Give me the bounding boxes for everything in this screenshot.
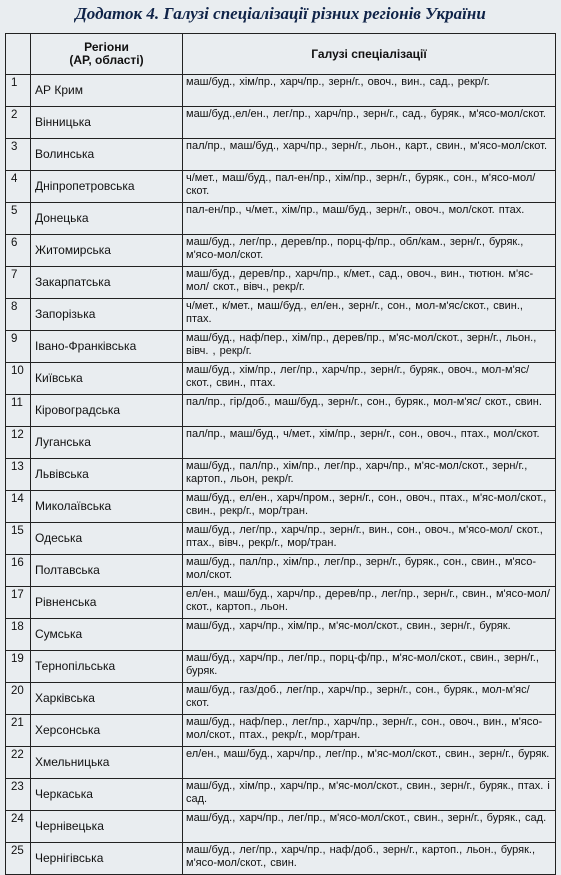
row-region: АР Крим [31,75,183,107]
table-row [6,203,556,235]
table-row [6,107,556,139]
table-row [6,683,556,715]
table-row [6,363,556,395]
table-row [6,651,556,683]
row-number: 8 [6,299,31,331]
row-region: Миколаївська [31,491,183,523]
row-number: 4 [6,171,31,203]
row-specialization: маш/буд., пал/пр., хім/пр., лег/пр., харч/пр., м'яс-мол/скот., зерн/г., картоп., льон, рекр/г. [183,459,556,491]
header-number [6,34,31,75]
row-region: Київська [31,363,183,395]
row-number: 13 [6,459,31,491]
row-number: 1 [6,75,31,107]
specialization-table [5,33,556,875]
row-specialization: маш/буд., хім/пр., харч/пр., м'яс-мол/скот., свин., зерн/г., буряк., птах. і сад. [183,779,556,811]
table-row [6,715,556,747]
row-number: 6 [6,235,31,267]
table-row [6,523,556,555]
row-region: Одеська [31,523,183,555]
row-region: Івано-Франківська [31,331,183,363]
row-specialization: маш/буд., наф/пер., хім/пр., дерев/пр., м'яс-мол/скот., зерн/г., льон., вівч. , рекр/г. [183,331,556,363]
row-specialization: ч/мет., маш/буд., пал-ен/пр., хім/пр., зерн/г., буряк., сон., м'ясо-мол/скот. [183,171,556,203]
row-region: Чернігівська [31,843,183,875]
row-region: Чернівецька [31,811,183,843]
row-number: 9 [6,331,31,363]
row-region: Львівська [31,459,183,491]
header-regions-line2: (АР, області) [69,53,144,67]
table-row [6,843,556,875]
table-row [6,587,556,619]
row-specialization: маш/буд., харч/пр., хім/пр., м'яс-мол/скот., свин., зерн/г., буряк. [183,619,556,651]
header-regions [31,34,183,75]
row-region: Закарпатська [31,267,183,299]
page-title: Додаток 4. Галузі спеціалізації різних регіонів України [75,4,486,23]
row-specialization: ел/ен., маш/буд., харч/пр., дерев/пр., лег/пр., зерн/г., свин., м'ясо-мол/скот., картоп., льон. [183,587,556,619]
row-number: 2 [6,107,31,139]
header-regions-line1: Регіони [84,40,129,54]
row-number: 16 [6,555,31,587]
row-number: 11 [6,395,31,427]
row-number: 7 [6,267,31,299]
table-body [6,75,556,875]
table-row [6,555,556,587]
row-specialization: маш/буд.,ел/ен., лег/пр., харч/пр., зерн/г., сад., буряк., м'ясо-мол/скот. [183,107,556,139]
row-region: Вінницька [31,107,183,139]
table-row [6,427,556,459]
row-specialization: ел/ен., маш/буд., харч/пр., лег/пр., м'яс-мол/скот., свин., зерн/г., буряк. [183,747,556,779]
row-region: Дніпропетровська [31,171,183,203]
table-row [6,811,556,843]
table-row [6,267,556,299]
row-specialization: маш/буд., харч/пр., лег/пр., м'ясо-мол/скот., свин., зерн/г., буряк., сад. [183,811,556,843]
row-region: Волинська [31,139,183,171]
table-row [6,75,556,107]
row-specialization: маш/буд., ел/ен., харч/пром., зерн/г., сон., овоч., птах., м'яс-мол/скот., свин., рекр/г., мор/тран. [183,491,556,523]
table-row [6,619,556,651]
row-specialization: маш/буд., лег/пр., харч/пр., наф/доб., зерн/г., картоп., льон., буряк., м'ясо-мол/скот., свин. [183,843,556,875]
row-specialization: маш/буд., хім/пр., лег/пр., харч/пр., зерн/г., буряк., овоч., мол-м'яс/скот., свин., птах. [183,363,556,395]
row-number: 5 [6,203,31,235]
table-row [6,331,556,363]
row-specialization: маш/буд., лег/пр., дерев/пр., порц-ф/пр., обл/кам., зерн/г., буряк., м'ясо-мол/скот. [183,235,556,267]
row-number: 18 [6,619,31,651]
row-number: 22 [6,747,31,779]
row-region: Житомирська [31,235,183,267]
table-row [6,139,556,171]
row-number: 3 [6,139,31,171]
row-number: 15 [6,523,31,555]
row-number: 21 [6,715,31,747]
row-region: Сумська [31,619,183,651]
row-region: Тернопільська [31,651,183,683]
row-specialization: маш/буд., газ/доб., лег/пр., харч/пр., зерн/г., сон., буряк., мол-м'яс/скот. [183,683,556,715]
row-region: Хмельницька [31,747,183,779]
table-row [6,395,556,427]
row-region: Харківська [31,683,183,715]
row-region: Луганська [31,427,183,459]
row-specialization: маш/буд., пал/пр., хім/пр., лег/пр., зерн/г., буряк., сон., свин., м'ясо-мол/скот. [183,555,556,587]
row-specialization: пал/пр., маш/буд., ч/мет., хім/пр., зерн/г., сон., овоч., птах., мол/скот. [183,427,556,459]
row-specialization: маш/буд., харч/пр., лег/пр., порц-ф/пр., м'яс-мол/скот., свин., зерн/г., буряк. [183,651,556,683]
row-region: Рівненська [31,587,183,619]
row-number: 17 [6,587,31,619]
table-row [6,491,556,523]
row-specialization: маш/буд., дерев/пр., харч/пр., к/мет., сад., овоч., вин., тютюн. м'яс-мол/ скот., вівч., рекр/г. [183,267,556,299]
row-region: Полтавська [31,555,183,587]
row-number: 25 [6,843,31,875]
row-specialization: пал/пр., маш/буд., харч/пр., зерн/г., льон., карт., свин., м'ясо-мол/скот. [183,139,556,171]
row-number: 19 [6,651,31,683]
row-number: 14 [6,491,31,523]
table-row [6,459,556,491]
row-specialization: маш/буд., хім/пр., харч/пр., зерн/г., овоч., вин., сад., рекр/г. [183,75,556,107]
table-row [6,171,556,203]
header-row [6,34,556,75]
row-region: Черкаська [31,779,183,811]
row-number: 23 [6,779,31,811]
row-region: Кіровоградська [31,395,183,427]
row-number: 24 [6,811,31,843]
row-specialization: пал/пр., гір/доб., маш/буд., зерн/г., сон., буряк., мол-м'яс/ скот., свин. [183,395,556,427]
row-specialization: пал-ен/пр., ч/мет., хім/пр., маш/буд., зерн/г., овоч., мол/скот. птах. [183,203,556,235]
row-number: 10 [6,363,31,395]
row-specialization: маш/буд., лег/пр., харч/пр., зерн/г., вин., сон., овоч., м'ясо-мол/ скот., птах., вівч., рекр/г., мор/тран. [183,523,556,555]
row-region: Запорізька [31,299,183,331]
table-row [6,299,556,331]
row-specialization: маш/буд., наф/пер., лег/пр., харч/пр., зерн/г., сон., овоч., вин., м'ясо-мол/скот., птах., рекр/г., мор/тран. [183,715,556,747]
table-row [6,779,556,811]
row-specialization: ч/мет., к/мет., маш/буд., ел/ен., зерн/г., сон., мол-м'яс/скот., свин., птах. [183,299,556,331]
row-region: Донецька [31,203,183,235]
row-number: 12 [6,427,31,459]
table-row [6,235,556,267]
row-number: 20 [6,683,31,715]
header-specialization: Галузі спеціалізації [183,34,556,75]
row-region: Херсонська [31,715,183,747]
table-row [6,747,556,779]
